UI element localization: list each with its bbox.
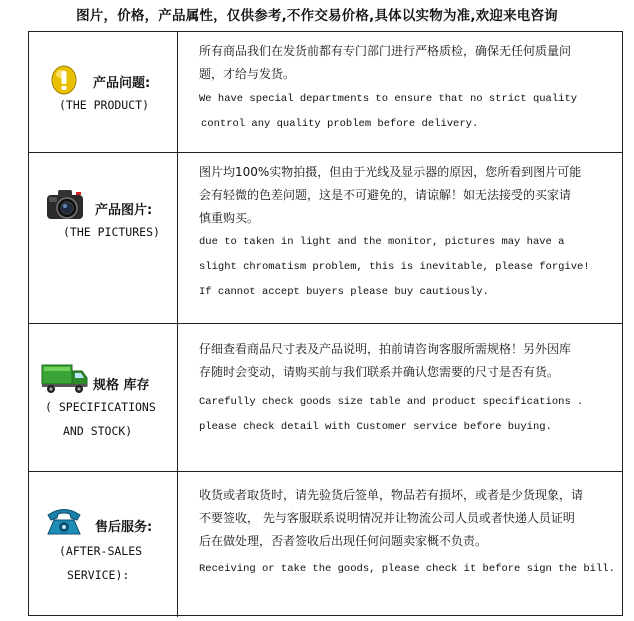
- row-label-en: AND STOCK): [63, 424, 133, 438]
- row-label-cell: [29, 472, 178, 617]
- row-content-cell: [178, 472, 622, 617]
- table-row-product: [29, 32, 622, 153]
- cn-line: 后在做处理，否者签收后出现任何问题卖家概不负责。: [199, 534, 488, 548]
- cn-line: 收货或者取货时，请先验货后签单，物品若有损坏，或者是少货现象，请: [199, 488, 584, 502]
- cn-line: 仔细查看商品尺寸表及产品说明，拍前请咨询客服所需规格！另外因库: [199, 342, 572, 356]
- exclamation-icon: [51, 65, 77, 95]
- table-row-pictures: [29, 153, 622, 324]
- en-line: control any quality problem before delivery.: [201, 118, 479, 130]
- row-label-en: (THE PRODUCT): [59, 98, 150, 112]
- cn-line: 图片均100%实物拍摄，但由于光线及显示器的原因，您所看到图片可能: [199, 165, 582, 179]
- cn-line: 会有轻微的色差问题，这是不可避免的，请谅解！如无法接受的买家请: [199, 188, 572, 202]
- row-label-cell: [29, 32, 178, 152]
- row-label-en: ( SPECIFICATIONS: [45, 400, 156, 414]
- cn-line: 慎重购买。: [199, 211, 260, 225]
- row-content-cell: [178, 324, 622, 471]
- telephone-icon: [45, 506, 83, 536]
- en-line: If cannot accept buyers please buy cautiously.: [199, 286, 489, 298]
- camera-icon: [45, 187, 85, 221]
- en-line: Carefully check goods size table and product specifications .: [199, 396, 584, 408]
- row-content-cell: [178, 153, 622, 323]
- info-table: [28, 31, 623, 616]
- table-row-after-sales: [29, 472, 622, 617]
- table-row-specifications: [29, 324, 622, 472]
- row-label-en: SERVICE):: [67, 568, 130, 582]
- row-label-en: (THE PICTURES): [63, 225, 160, 239]
- cn-line: 题，才给与发货。: [199, 67, 296, 81]
- page-title: 图片，价格，产品属性，仅供参考,不作交易价格,具体以实物为准,欢迎来电咨询: [76, 8, 558, 24]
- en-line: please check detail with Customer service before buying.: [199, 421, 552, 433]
- row-label-cn: 规格 库存: [93, 378, 150, 393]
- cn-line: 所有商品我们在发货前都有专门部门进行严格质检，确保无任何质量问: [199, 44, 572, 58]
- row-label-en: (AFTER-SALES: [59, 544, 143, 558]
- en-line: We have special departments to ensure that no strict quality: [199, 93, 578, 105]
- row-label-cn: 售后服务:: [95, 520, 153, 535]
- row-label-cell: [29, 324, 178, 471]
- cn-line: 不要签收， 先与客服联系说明情况并让物流公司人员或者快递人员证明: [199, 511, 575, 525]
- cn-line: 存随时会变动，请购买前与我们联系并确认您需要的尺寸是否有货。: [199, 365, 560, 379]
- row-content-cell: [178, 32, 622, 152]
- en-line: Receiving or take the goods, please check it before sign the bill.: [199, 563, 615, 575]
- row-label-cn: 产品问题:: [93, 76, 151, 91]
- row-label-cell: [29, 153, 178, 323]
- en-line: due to taken in light and the monitor, pictures may have a: [199, 236, 565, 248]
- row-label-cn: 产品图片:: [95, 203, 153, 218]
- en-line: slight chromatism problem, this is inevitable, please forgive!: [199, 261, 590, 273]
- delivery-truck-icon: [41, 362, 89, 394]
